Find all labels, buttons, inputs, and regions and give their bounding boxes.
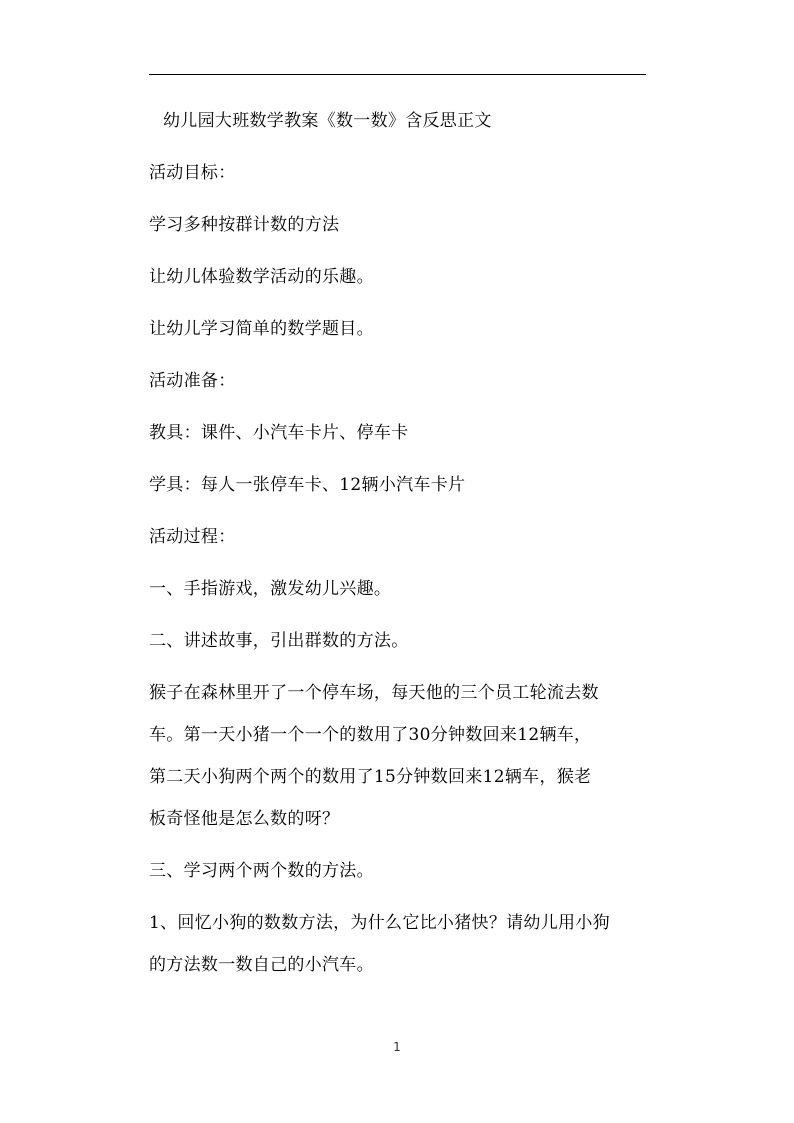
paragraph-line: 的方法数一数自己的小汽车。 [149, 955, 374, 975]
paragraph-line: 一、手指游戏，激发幼儿兴趣。 [149, 579, 392, 599]
section-heading-goals: 活动目标： [149, 163, 236, 183]
story-line: 车。第一天小猪一个一个的数用了30分钟数回来12辆车， [149, 725, 592, 745]
paragraph-line: 教具：课件、小汽车卡片、停车卡 [149, 423, 409, 443]
paragraph-line: 二、讲述故事，引出群数的方法。 [149, 631, 409, 651]
document-body [149, 111, 649, 975]
story-line: 板奇怪他是怎么数的呀？ [149, 809, 340, 829]
page-number: 1 [393, 1040, 401, 1054]
story-line: 第二天小狗两个两个的数用了15分钟数回来12辆车，猴老 [149, 767, 592, 787]
paragraph-line: 让幼儿体验数学活动的乐趣。 [149, 267, 374, 287]
paragraph-line: 学习多种按群计数的方法 [149, 215, 340, 235]
section-heading-process: 活动过程： [149, 527, 236, 547]
paragraph-line: 三、学习两个两个数的方法。 [149, 861, 374, 881]
story-line: 猴子在森林里开了一个停车场，每天他的三个员工轮流去数 [149, 683, 599, 703]
paragraph-line: 学具：每人一张停车卡、12辆小汽车卡片 [149, 475, 466, 495]
document-title: 幼儿园大班数学教案《数一数》含反思正文 [163, 111, 492, 131]
section-heading-preparation: 活动准备： [149, 371, 236, 391]
paragraph-line: 让幼儿学习简单的数学题目。 [149, 319, 374, 339]
paragraph-line: 1、回忆小狗的数数方法，为什么它比小猪快？请幼儿用小狗 [149, 913, 610, 933]
header-rule [149, 74, 646, 75]
